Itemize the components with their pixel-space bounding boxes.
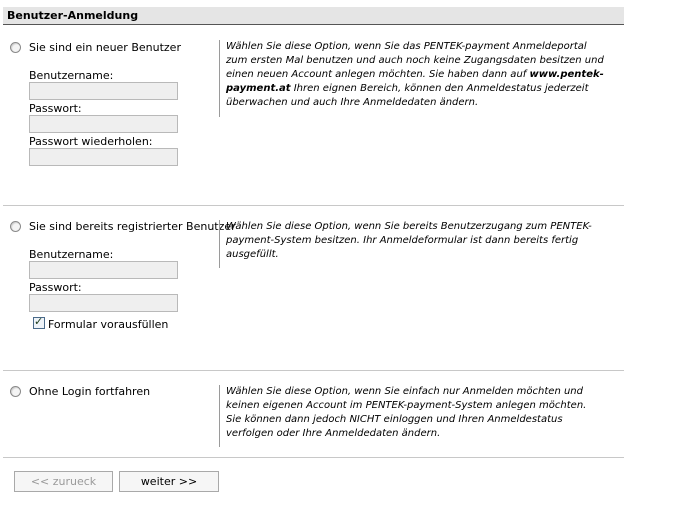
new-password-label: Passwort: [29,102,82,115]
pentek-url-text: www.pentek-payment.at [226,69,604,94]
section-header [3,7,624,25]
new-username-input[interactable] [29,82,178,100]
page-title: Benutzer-Anmeldung [7,9,139,22]
option-new-user-desc-text2: Ihren eignen Bereich, können den Anmeldestatus jederzeit überwachen und auch Ihre Anmeldedaten ändern. [226,83,589,108]
new-password-repeat-label: Passwort wiederholen: [29,135,153,148]
divider [3,457,624,458]
divider [3,205,624,206]
new-password-input[interactable] [29,115,178,133]
checkmark-icon: ✓ [34,315,44,328]
option-new-user-desc-text1: Wählen Sie diese Option, wenn Sie das PENTEK-payment Anmeldeportal zum ersten Mal benutzen und auch noch keine Zugangsdaten besitzen und einen neuen Account anlegen möchten. Sie haben dann auf [226,41,604,80]
radio-registered-user[interactable] [10,221,21,232]
prefill-label: Formular vorausfüllen [48,318,169,331]
option-registered-user-description: Wählen Sie diese Option, wenn Sie bereits Benutzerzugang zum PENTEK-payment-System besitzen. Ihr Anmeldeformular ist dann bereits fertig ausgefüllt. [219,220,604,268]
option-new-user-label: Sie sind ein neuer Benutzer [29,41,181,54]
option-new-user-description [219,40,604,117]
next-button[interactable]: weiter >> [119,471,219,492]
option-registered-user-label: Sie sind bereits registrierter Benutzer [29,220,236,233]
new-username-label: Benutzername: [29,69,114,82]
option-no-login-description: Wählen Sie diese Option, wenn Sie einfach nur Anmelden möchten und keinen eigenen Account im PENTEK-payment-System anlegen möchten. Sie können dann jedoch NICHT einloggen und Ihren Anmeldestatus verfolgen oder Ihre Anmeldedaten ändern. [219,385,604,447]
registered-password-input[interactable] [29,294,178,312]
radio-no-login[interactable] [10,386,21,397]
back-button[interactable]: << zurueck [14,471,113,492]
registered-username-input[interactable] [29,261,178,279]
radio-new-user[interactable] [10,42,21,53]
registered-username-label: Benutzername: [29,248,114,261]
option-no-login-label: Ohne Login fortfahren [29,385,151,398]
new-password-repeat-input[interactable] [29,148,178,166]
divider [3,370,624,371]
registered-password-label: Passwort: [29,281,82,294]
prefill-checkbox[interactable] [33,317,45,329]
